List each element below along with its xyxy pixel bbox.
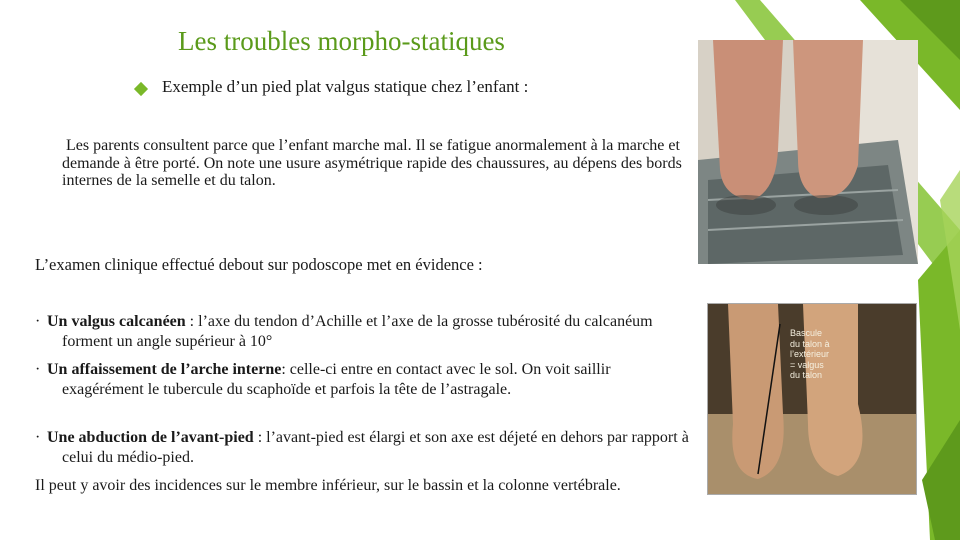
intro-paragraph: Les parents consultent parce que l’enfant marche mal. Il se fatigue anormalement à la marche et demande à être porté. On note une usure asymétrique rapide des chaussures, au dépens des bords internes de la semelle et du talon. bbox=[62, 137, 682, 189]
exam-intro: L’examen clinique effectué debout sur podoscope met en évidence : bbox=[35, 255, 483, 274]
item-text: : l’avant-pied est élargi et son axe est déjeté en dehors par rapport à celui du médio-pied. bbox=[62, 429, 689, 466]
slide-subtitle: Exemple d’un pied plat valgus statique chez l’enfant : bbox=[162, 77, 529, 96]
item-term: Un valgus calcanéen bbox=[47, 313, 186, 330]
bullet-dot: · bbox=[35, 361, 41, 378]
item-term: Une abduction de l’avant-pied bbox=[47, 429, 254, 446]
item-term: Un affaissement de l’arche interne bbox=[47, 361, 282, 378]
bullet-dot: · bbox=[35, 429, 41, 446]
slide-title: Les troubles morpho-statiques bbox=[178, 26, 505, 56]
podoscope-photo-legs bbox=[698, 40, 918, 264]
list-item bbox=[35, 428, 695, 467]
list-item bbox=[35, 360, 695, 399]
item-text: : celle-ci entre en contact avec le sol. On voit saillir exagérément le tubercule du scaphoïde et parfois la tête de l’astragale. bbox=[62, 361, 611, 398]
closing-paragraph: Il peut y avoir des incidences sur le membre inférieur, sur le bassin et la colonne vertébrale. bbox=[35, 477, 621, 494]
list-item bbox=[35, 312, 695, 351]
heel-valgus-photo bbox=[707, 303, 917, 495]
valgus-annotation: Bascule du talon à l’extérieur = valgus du talon bbox=[790, 328, 830, 380]
bullet-dot: · bbox=[35, 313, 41, 330]
item-text: : l’axe du tendon d’Achille et l’axe de la grosse tubérosité du calcanéum forment un angle supérieur à 10° bbox=[62, 313, 653, 350]
